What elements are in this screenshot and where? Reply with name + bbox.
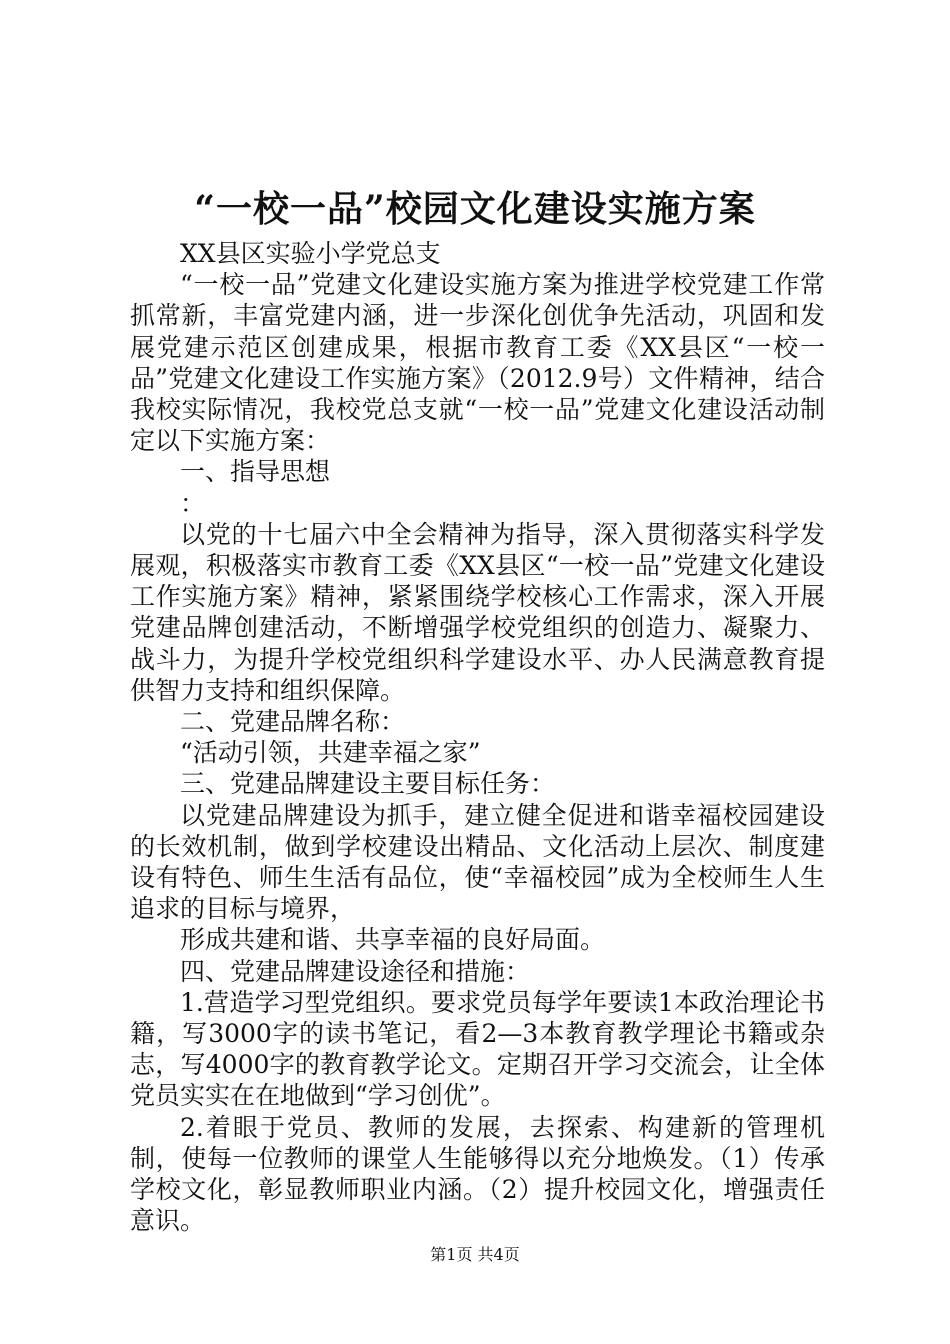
section-heading-brand-name: 二、党建品牌名称：	[180, 707, 406, 737]
measure-item-1: 1.营造学习型党组织。要求党员每学年要读1本政治理论书籍，写3000字的读书笔记，看2—3本教育教学理论书籍或杂志，写4000字的教育教学论文。定期召开学习交流会，让全体党员实实在在地做到“学习创优”。	[130, 987, 825, 1111]
goals-paragraph: 以党建品牌建设为抓手，建立健全促进和谐幸福校园建设的长效机制，做到学校建设出精品、文化活动上层次、制度建设有特色、师生生活有品位，使“幸福校园”成为全校师生人生追求的目标与境界，	[130, 800, 825, 924]
goals-conclusion-paragraph: 形成共建和谐、共享幸福的良好局面。	[180, 925, 606, 955]
measure-item-2: 2.着眼于党员、教师的发展，去探索、构建新的管理机制，使每一位教师的课堂人生能够得以充分地焕发。（1）传承学校文化，彰显教师职业内涵。（2）提升校园文化，增强责任意识。	[130, 1112, 825, 1236]
section-heading-goals: 三、党建品牌建设主要目标任务：	[180, 769, 556, 799]
colon-line: ：	[180, 488, 206, 518]
document-body	[130, 238, 825, 1237]
guiding-thought-paragraph: 以党的十七届六中全会精神为指导，深入贯彻落实科学发展观，积极落实市教育工委《XX县区“一校一品”党建文化建设工作实施方案》精神，紧紧围绕学校核心工作需求，深入开展党建品牌创建活动，不断增强学校党组织的创造力、凝聚力、战斗力，为提升学校党组织科学建设水平、办人民满意教育提供智力支持和组织保障。	[130, 519, 825, 705]
author-line: XX县区实验小学党总支	[180, 239, 441, 268]
page-footer: 第1页 共4页	[430, 1245, 520, 1264]
brand-name-paragraph: “活动引领，共建幸福之家”	[180, 738, 481, 768]
section-heading-measures: 四、党建品牌建设途径和措施：	[180, 956, 531, 986]
intro-paragraph: “一校一品”党建文化建设实施方案为推进学校党建工作常抓常新，丰富党建内涵，进一步深化创优争先活动，巩固和发展党建示范区创建成果，根据市教育工委《XX县区“一校一品”党建文化建设工作实施方案》（2012.9号）文件精神，结合我校实际情况，我校党总支就“一校一品”党建文化建设活动制定以下实施方案：	[130, 270, 825, 456]
document-title: “一校一品”校园文化建设实施方案	[194, 188, 756, 230]
section-heading-guiding-thought: 一、指导思想	[180, 457, 331, 487]
